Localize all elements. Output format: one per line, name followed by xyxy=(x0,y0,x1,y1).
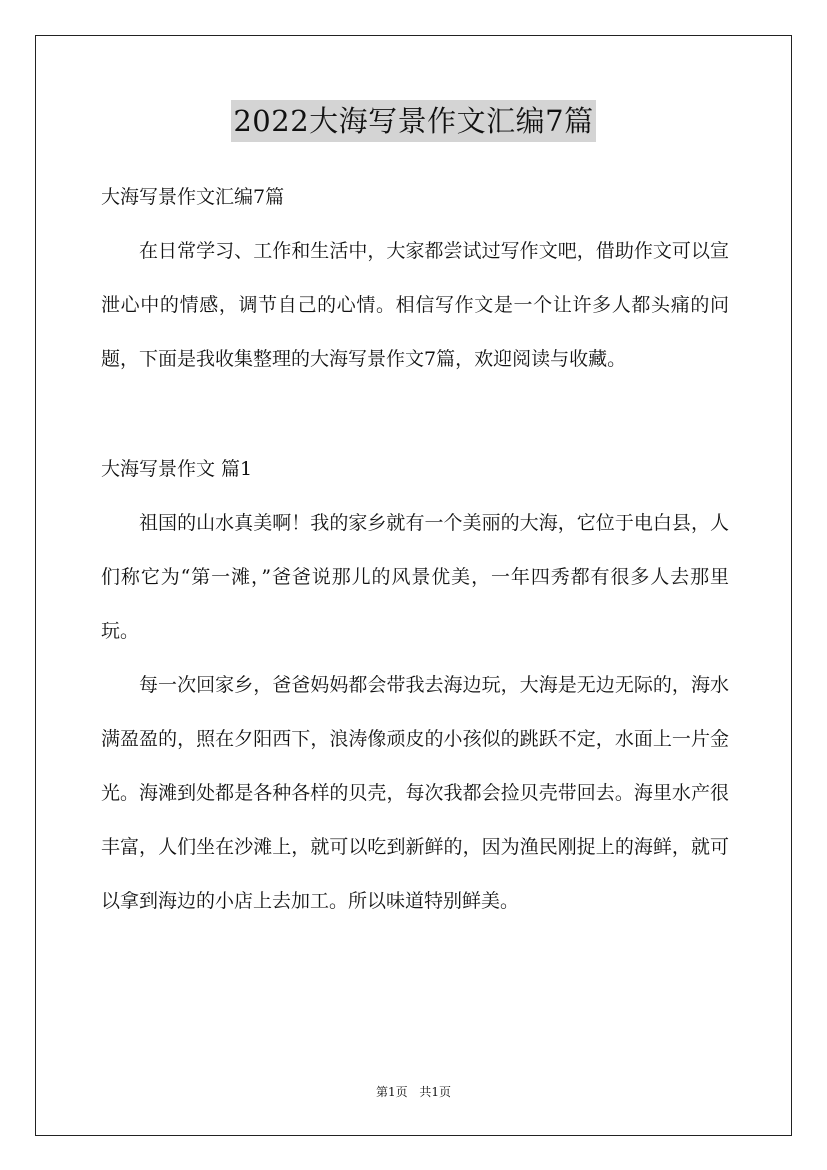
section-heading: 大海写景作文 篇1 xyxy=(101,458,253,480)
page-footer xyxy=(0,1083,827,1100)
body-paragraph: 祖国的山水真美啊！我的家乡就有一个美丽的大海，它位于电白县，人们称它为“第一滩，”爸爸说那儿的风景优美，一年四秀都有很多人去那里玩。 xyxy=(101,512,729,642)
document-subtitle: 大海写景作文汇编7篇 xyxy=(101,186,285,208)
document-body xyxy=(101,170,729,928)
page-number-current: 第1页 xyxy=(375,1085,408,1099)
document-title: 2022大海写景作文汇编7篇 xyxy=(231,100,595,142)
title-container xyxy=(0,100,827,142)
intro-paragraph: 在日常学习、工作和生活中，大家都尝试过写作文吧，借助作文可以宣泄心中的情感，调节自己的心情。相信写作文是一个让许多人都头痛的问题，下面是我收集整理的大海写景作文7篇，欢迎阅读与收藏。 xyxy=(101,240,729,370)
section-spacer xyxy=(101,386,729,442)
body-paragraph: 每一次回家乡，爸爸妈妈都会带我去海边玩，大海是无边无际的，海水满盈盈的，照在夕阳西下，浪涛像顽皮的小孩似的跳跃不定，水面上一片金光。海滩到处都是各种各样的贝壳，每次我都会捡贝壳带回去。海里水产很丰富，人们坐在沙滩上，就可以吃到新鲜的，因为渔民刚捉上的海鲜，就可以拿到海边的小店上去加工。所以味道特别鲜美。 xyxy=(101,674,729,912)
page-number-total: 共1页 xyxy=(419,1085,452,1099)
